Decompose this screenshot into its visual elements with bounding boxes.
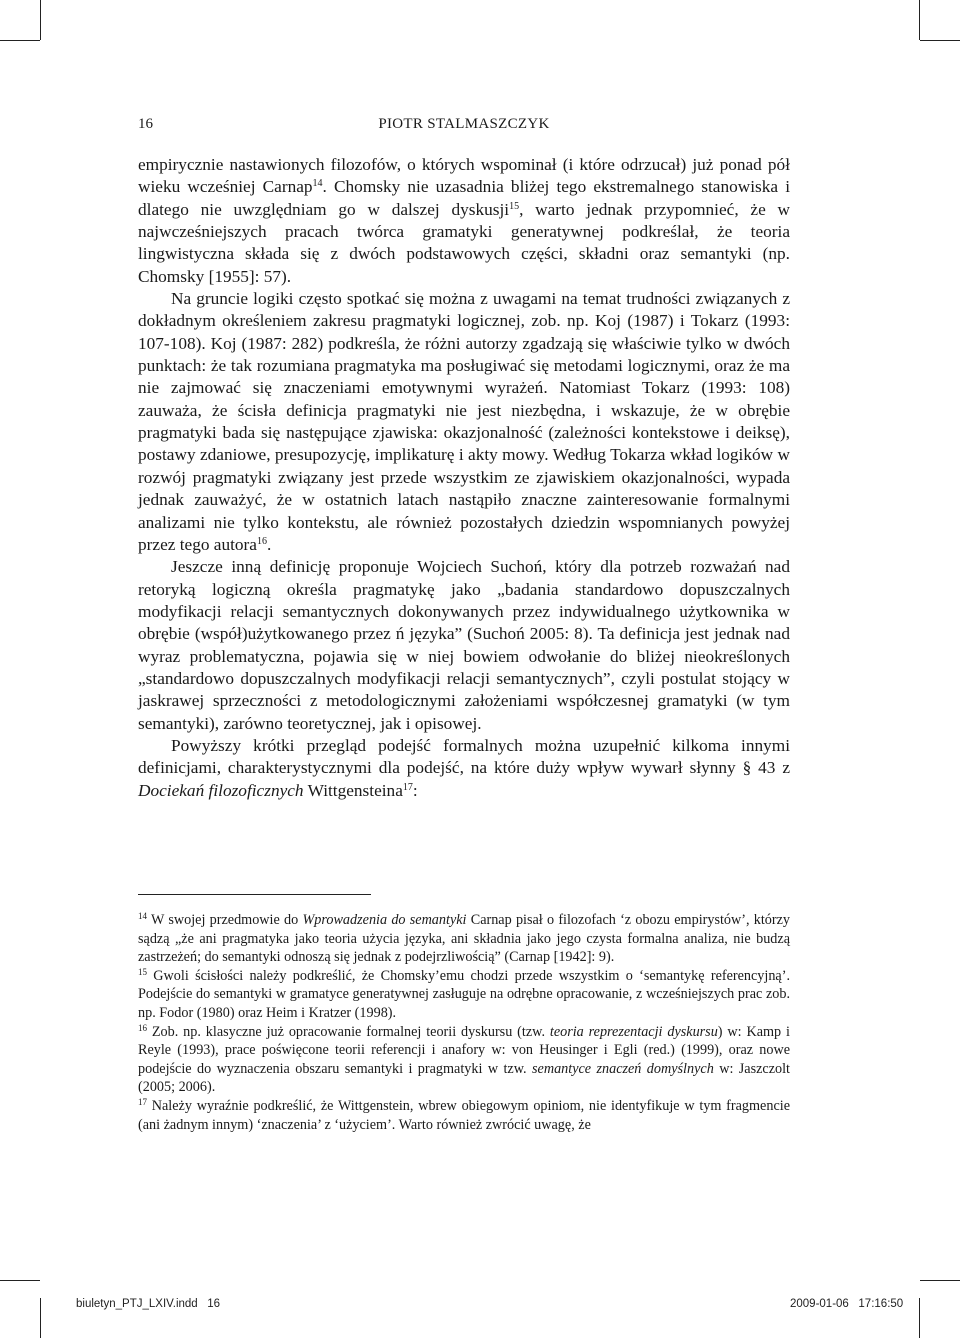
crop-mark: [919, 0, 920, 40]
footnote: $^{17}$ Należy wyraźnie podkreślić, że Wittgenstein, wbrew obiegowym opiniom, nie identyfikuje w tym fragmencie (ani żadnym innym) ‘znaczenia’ z ‘użyciem’. Warto również zwrócić uwagę, że: [138, 1096, 790, 1133]
crop-mark: [40, 0, 41, 40]
footnotes: [138, 911, 790, 1134]
paragraph: Na gruncie logiki często spotkać się można z uwagami na temat trudności związanych z dokładnym określeniem zakresu pragmatyki logicznej, zob. np. Koj (1987) i Tokarz (1993: 107-108). Koj (1987: 282) podkreśla, że różni autorzy zgadzają się właściwie tylko w dwóch punktach: że tak rozumiana pragmatyka ma posługiwać się metodami logicznymi, oraz że ma nie zajmować się znaczeniami emotywnymi wyrażeń. Natomiast Tokarz (1993: 108) zauważa, że ścisła definicja pragmatyki nie jest niezbędna, i wskazuje, że w obrębie pragmatyki bada się następujące zjawiska: okazjonalność (zależności kontekstowe i deiksę), postawy zdaniowe, presupozycję, implikaturę i akty mowy. Według Tokarza wkład logików w rozwój pragmatyki związany jest przede wszystkim ze zjawiskiem okazjonalności, wypada jednak zauważyć, że w ostatnich latach nastąpiło znaczne zainteresowanie formalnymi analizami nie tylko kontekstu, ale również pozostałych dziedzin wspomnianych powyżej przez tego autora$^{16}$.: [138, 289, 790, 554]
running-head-author: PIOTR STALMASZCZYK: [378, 116, 550, 132]
crop-mark: [0, 1280, 40, 1281]
crop-mark: [0, 40, 40, 41]
body-text: [138, 154, 790, 802]
footnote-ref[interactable]: 16: [256, 535, 267, 547]
crop-mark: [920, 1280, 960, 1281]
footnote: $^{16}$ Zob. np. klasyczne już opracowanie formalnej teorii dyskursu (tzw. teoria reprezentacji dyskursu) w: Kamp i Reyle (1993), prace poświęcone teorii referencji i anafory w: von Heusinger i Egli (red.) (1999), oraz nowe podejście do wyznaczenia obszaru semantyki i pragmatyki w tzw. semantyce znaczeń domyślnych w: Jaszczolt (2005; 2006).: [138, 1022, 790, 1096]
crop-mark: [919, 1298, 920, 1338]
footnote-separator: [138, 894, 371, 895]
crop-mark: [920, 40, 960, 41]
footnote: $^{14}$ W swojej przedmowie do Wprowadzenia do semantyki Carnap pisał o filozofach ‘z obozu empirystów’, którzy sądzą „że ani pragmatyka jako teoria użycia języka, ani składnia jako jego czysta formalna analiza, nie budzą zastrzeżeń; do semantyki odnoszą się jednak z podejrzliwością” (Carnap [1942]: 9).: [138, 911, 791, 966]
running-head: [138, 116, 790, 136]
page-number: 16: [138, 116, 153, 132]
slug-datetime: 2009-01-06 17:16:50: [790, 1298, 904, 1310]
footnote-ref[interactable]: 14: [312, 178, 323, 190]
slug-filename: biuletyn_PTJ_LXIV.indd 16: [76, 1298, 221, 1310]
footnote-ref[interactable]: 15: [509, 200, 520, 212]
paragraph: empirycznie nastawionych filozofów, o których wspominał (i które odrzucał) już ponad pół wieku wcześniej Carnap$^{14}$. Chomsky nie uzasadnia bliżej tego ekstremalnego stanowiska i dlatego nie uwzględniam go w dalszej dyskusji$^{15}$, warto jednak przypomnieć, że w najwcześniejszych pracach twórca gramatyki generatywnej podkreślał, że teoria lingwistyczna składa się z dwóch podstawowych części, składni oraz semantyki (np. Chomsky [1955]: 57).: [138, 155, 790, 286]
paragraph: Jeszcze inną definicję proponuje Wojciech Suchoń, który dla potrzeb rozważań nad retoryką logiczną określa pragmatykę jako „badania standardowo dopuszczalnych modyfikacji relacji semantycznych dokonywanych przez indywidualnego użytkownika w obrębie (współ)użytkowanego przez ń języka” (Suchoń 2005: 8). Ta definicja jest jednak nad wyraz problematyczna, pojawia się w niej bowiem odwołanie do bliżej nieokreślonych „standardowo dopuszczalnych modyfikacji relacji semantycznych”, czyli postulat stojący w jaskrawej sprzeczności z metodologicznymi założeniami współczesnej gramatyki (w tym semantyki), zarówno teoretycznej, jak i opisowej.: [138, 557, 790, 733]
paragraph: Powyższy krótki przegląd podejść formalnych można uzupełnić kilkoma innymi definicjami, charakterystycznymi dla podejść, na które duży wpływ wywarł słynny § 43 z Dociekań filozoficznych Wittgensteina$^{17}$:: [138, 735, 790, 800]
crop-mark: [40, 1298, 41, 1338]
book-title: Dociekań filozoficznych: [138, 780, 304, 800]
footnote: $^{15}$ Gwoli ścisłości należy podkreślić, że Chomsky’emu chodzi przede wszystkim o ‘semantykę referencyjną’. Podejście do semantyki w gramatyce generatywnej zasługuje na odrębne opracowanie, z wcześniejszych prac zob. np. Fodor (1980) oraz Heim i Kratzer (1998).: [138, 966, 790, 1021]
footnote-ref[interactable]: 17: [402, 781, 413, 793]
